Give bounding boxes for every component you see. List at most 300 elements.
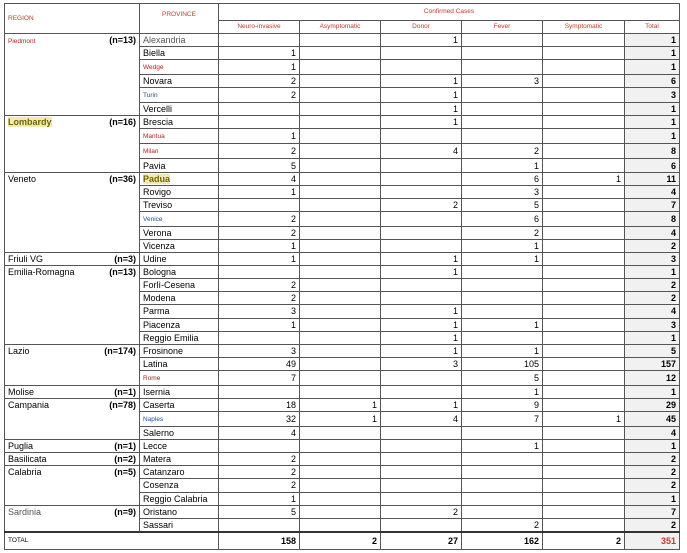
- region-label: Emilia-Romagna: [8, 267, 75, 278]
- cell-total: 4: [625, 305, 680, 318]
- cell-symptomatic: [543, 479, 625, 492]
- table-row: [5, 266, 680, 279]
- region-label: Friuli VG: [8, 254, 44, 265]
- province-label: Oristano: [143, 506, 178, 517]
- region-count: (n=2): [96, 453, 140, 466]
- cell-fever: 3: [462, 185, 543, 198]
- cell-asymptomatic: [300, 103, 381, 116]
- cell-donor: [381, 427, 462, 440]
- cell-neuro-invasive: 4: [219, 172, 300, 185]
- cell-fever: 5: [462, 198, 543, 211]
- cell-donor: [381, 279, 462, 292]
- cell-neuro-invasive: 5: [219, 159, 300, 172]
- cell-neuro-invasive: 2: [219, 466, 300, 479]
- cell-asymptomatic: [300, 239, 381, 252]
- cell-total: 12: [625, 370, 680, 385]
- province-name: [140, 412, 219, 427]
- cell-donor: 1: [381, 34, 462, 47]
- cell-total: 2: [625, 518, 680, 532]
- cell-fever: [462, 305, 543, 318]
- province-label: Treviso: [143, 199, 173, 210]
- region-count: (n=78): [96, 398, 140, 439]
- region-label: Puglia: [8, 441, 34, 452]
- region-count: (n=36): [96, 172, 140, 252]
- cell-donor: [381, 466, 462, 479]
- region-count: (n=1): [96, 440, 140, 453]
- cell-neuro-invasive: 7: [219, 370, 300, 385]
- province-name: [140, 144, 219, 159]
- cell-fever: 9: [462, 398, 543, 411]
- province-label: Rovigo: [143, 186, 172, 197]
- cell-asymptomatic: [300, 226, 381, 239]
- column-header-neuro-invasive: Neuro-invasive: [219, 21, 300, 34]
- total-row: [5, 532, 680, 550]
- cell-fever: 5: [462, 370, 543, 385]
- cell-neuro-invasive: 2: [219, 279, 300, 292]
- province-name: [140, 292, 219, 305]
- cell-symptomatic: [543, 398, 625, 411]
- province-name: [140, 492, 219, 505]
- cell-neuro-invasive: [219, 198, 300, 211]
- cell-total: 2: [625, 239, 680, 252]
- cell-symptomatic: [543, 198, 625, 211]
- province-label: Alexandria: [143, 35, 186, 46]
- cell-asymptomatic: [300, 198, 381, 211]
- cell-neuro-invasive: 2: [219, 292, 300, 305]
- province-label: Latina: [143, 358, 168, 369]
- cell-donor: 4: [381, 144, 462, 159]
- cell-asymptomatic: [300, 466, 381, 479]
- province-label: Forlì-Cesena: [143, 280, 196, 291]
- cell-donor: [381, 226, 462, 239]
- province-name: [140, 266, 219, 279]
- province-name: [140, 357, 219, 370]
- cell-symptomatic: [543, 34, 625, 47]
- cell-fever: [462, 466, 543, 479]
- cell-symptomatic: [543, 226, 625, 239]
- region-name: [5, 344, 96, 385]
- cell-donor: 1: [381, 398, 462, 411]
- cell-asymptomatic: [300, 60, 381, 75]
- cell-asymptomatic: [300, 385, 381, 398]
- province-label: Isernia: [143, 386, 171, 397]
- column-header-total: Total: [625, 21, 680, 34]
- cell-asymptomatic: [300, 318, 381, 331]
- cell-neuro-invasive: [219, 331, 300, 344]
- cell-symptomatic: [543, 305, 625, 318]
- cell-neuro-invasive: 2: [219, 144, 300, 159]
- region-count: (n=174): [96, 344, 140, 385]
- cell-neuro-invasive: [219, 385, 300, 398]
- cell-total: 11: [625, 172, 680, 185]
- province-label: Reggio Calabria: [143, 493, 208, 504]
- cell-symptomatic: [543, 185, 625, 198]
- cell-neuro-invasive: 1: [219, 492, 300, 505]
- cell-total: 45: [625, 412, 680, 427]
- cell-fever: [462, 34, 543, 47]
- cell-asymptomatic: [300, 129, 381, 144]
- cell-symptomatic: [543, 279, 625, 292]
- cell-asymptomatic: [300, 492, 381, 505]
- cell-neuro-invasive: 1: [219, 129, 300, 144]
- cell-total: 1: [625, 385, 680, 398]
- total-neuro-invasive: 158: [219, 532, 300, 550]
- region-header: REGION: [5, 4, 140, 34]
- cell-asymptomatic: [300, 172, 381, 185]
- cell-asymptomatic: [300, 518, 381, 532]
- province-label: Piacenza: [143, 319, 181, 330]
- cell-donor: [381, 492, 462, 505]
- cell-asymptomatic: [300, 305, 381, 318]
- cell-fever: 6: [462, 172, 543, 185]
- cell-fever: 2: [462, 144, 543, 159]
- cell-fever: 105: [462, 357, 543, 370]
- table-row: [5, 385, 680, 398]
- total-total: 351: [625, 532, 680, 550]
- province-name: [140, 427, 219, 440]
- province-label: Vicenza: [143, 240, 175, 251]
- cell-neuro-invasive: 2: [219, 453, 300, 466]
- province-label: Matera: [143, 454, 172, 465]
- cell-total: 1: [625, 331, 680, 344]
- cell-neuro-invasive: [219, 518, 300, 532]
- cell-total: 8: [625, 211, 680, 226]
- cell-symptomatic: [543, 370, 625, 385]
- region-count: (n=5): [96, 466, 140, 505]
- cell-neuro-invasive: [219, 266, 300, 279]
- region-count: (n=13): [96, 34, 140, 116]
- province-name: [140, 440, 219, 453]
- cell-total: 3: [625, 318, 680, 331]
- cell-symptomatic: [543, 88, 625, 103]
- cell-asymptomatic: [300, 185, 381, 198]
- cell-donor: 1: [381, 344, 462, 357]
- cell-total: 1: [625, 440, 680, 453]
- cell-fever: 1: [462, 253, 543, 266]
- province-header: PROVINCE: [140, 4, 219, 34]
- cell-fever: 1: [462, 159, 543, 172]
- cell-fever: [462, 479, 543, 492]
- cell-symptomatic: [543, 318, 625, 331]
- cell-fever: 1: [462, 318, 543, 331]
- table-row: [5, 440, 680, 453]
- province-name: [140, 47, 219, 60]
- cell-symptomatic: [543, 266, 625, 279]
- region-label: Veneto: [8, 173, 37, 184]
- region-name: [5, 172, 96, 252]
- cell-symptomatic: [543, 144, 625, 159]
- total-symptomatic: 2: [543, 532, 625, 550]
- region-name: [5, 453, 96, 466]
- cell-neuro-invasive: 2: [219, 211, 300, 226]
- province-label: Salerno: [143, 428, 175, 439]
- cell-donor: [381, 60, 462, 75]
- province-name: [140, 344, 219, 357]
- total-asymptomatic: 2: [300, 532, 381, 550]
- region-count: (n=9): [96, 505, 140, 532]
- cell-donor: [381, 211, 462, 226]
- province-name: [140, 318, 219, 331]
- province-label: Cosenza: [143, 480, 179, 491]
- province-name: [140, 453, 219, 466]
- cell-fever: [462, 47, 543, 60]
- cell-donor: [381, 453, 462, 466]
- cell-neuro-invasive: 3: [219, 344, 300, 357]
- cell-fever: [462, 60, 543, 75]
- cell-fever: [462, 266, 543, 279]
- province-label: Pavia: [143, 160, 166, 171]
- cell-fever: [462, 129, 543, 144]
- cell-symptomatic: [543, 518, 625, 532]
- cell-neuro-invasive: 2: [219, 75, 300, 88]
- cell-donor: 1: [381, 266, 462, 279]
- cell-total: 5: [625, 344, 680, 357]
- cell-neuro-invasive: [219, 440, 300, 453]
- cell-asymptomatic: [300, 144, 381, 159]
- province-name: [140, 305, 219, 318]
- cell-asymptomatic: 1: [300, 412, 381, 427]
- cell-symptomatic: [543, 103, 625, 116]
- cell-symptomatic: 1: [543, 412, 625, 427]
- cell-symptomatic: [543, 75, 625, 88]
- cell-total: 1: [625, 129, 680, 144]
- cell-symptomatic: [543, 159, 625, 172]
- cell-fever: 7: [462, 412, 543, 427]
- confirmed-cases-header: Confirmed Cases: [219, 4, 680, 21]
- cell-fever: 1: [462, 385, 543, 398]
- cell-total: 1: [625, 34, 680, 47]
- region-label: Molise: [8, 386, 35, 397]
- province-name: [140, 75, 219, 88]
- cell-asymptomatic: [300, 34, 381, 47]
- cell-total: 2: [625, 453, 680, 466]
- cell-asymptomatic: [300, 427, 381, 440]
- cell-donor: [381, 440, 462, 453]
- cell-neuro-invasive: 1: [219, 185, 300, 198]
- region-name: [5, 385, 96, 398]
- province-label: Catanzaro: [143, 467, 185, 478]
- province-name: [140, 159, 219, 172]
- cell-total: 2: [625, 292, 680, 305]
- cell-symptomatic: [543, 292, 625, 305]
- cell-symptomatic: [543, 239, 625, 252]
- cell-symptomatic: 1: [543, 172, 625, 185]
- province-name: [140, 116, 219, 129]
- cell-donor: [381, 292, 462, 305]
- region-count: (n=13): [96, 266, 140, 345]
- region-name: [5, 116, 96, 172]
- cell-fever: [462, 279, 543, 292]
- cell-asymptomatic: [300, 88, 381, 103]
- cell-total: 4: [625, 226, 680, 239]
- cell-fever: 1: [462, 239, 543, 252]
- cell-total: 4: [625, 185, 680, 198]
- cell-symptomatic: [543, 253, 625, 266]
- cell-neuro-invasive: 4: [219, 427, 300, 440]
- cell-total: 1: [625, 116, 680, 129]
- cell-total: 6: [625, 159, 680, 172]
- cell-neuro-invasive: 49: [219, 357, 300, 370]
- province-label: Rome: [143, 374, 161, 382]
- province-name: [140, 466, 219, 479]
- cell-total: 6: [625, 75, 680, 88]
- region-label: Campania: [8, 399, 50, 410]
- province-label: Turin: [143, 92, 158, 100]
- region-name: [5, 466, 96, 505]
- province-label: Lecce: [143, 441, 168, 452]
- region-label: Calabria: [8, 467, 42, 478]
- cell-fever: 2: [462, 518, 543, 532]
- region-label: Lombardy: [8, 117, 52, 128]
- province-name: [140, 60, 219, 75]
- cell-fever: 6: [462, 211, 543, 226]
- cell-donor: [381, 370, 462, 385]
- cell-donor: 1: [381, 116, 462, 129]
- cell-total: 157: [625, 357, 680, 370]
- province-name: [140, 370, 219, 385]
- province-name: [140, 198, 219, 211]
- cell-symptomatic: [543, 116, 625, 129]
- cell-total: 1: [625, 492, 680, 505]
- cell-total: 8: [625, 144, 680, 159]
- province-name: [140, 398, 219, 411]
- cell-symptomatic: [543, 331, 625, 344]
- cell-neuro-invasive: 2: [219, 88, 300, 103]
- cell-donor: 2: [381, 505, 462, 518]
- province-name: [140, 279, 219, 292]
- cases-table: [4, 3, 680, 550]
- province-name: [140, 331, 219, 344]
- cell-total: 2: [625, 479, 680, 492]
- cell-neuro-invasive: [219, 116, 300, 129]
- cell-neuro-invasive: 2: [219, 479, 300, 492]
- province-name: [140, 172, 219, 185]
- cell-asymptomatic: [300, 253, 381, 266]
- cell-asymptomatic: [300, 505, 381, 518]
- province-name: [140, 34, 219, 47]
- province-label: Bologna: [143, 267, 177, 278]
- cell-asymptomatic: [300, 116, 381, 129]
- province-label: Milan: [143, 148, 159, 156]
- cell-symptomatic: [543, 47, 625, 60]
- cell-neuro-invasive: 32: [219, 412, 300, 427]
- province-name: [140, 518, 219, 532]
- cell-donor: [381, 159, 462, 172]
- province-label: Padua: [143, 173, 171, 184]
- cell-fever: [462, 453, 543, 466]
- province-name: [140, 505, 219, 518]
- cell-total: 3: [625, 88, 680, 103]
- cell-total: 7: [625, 198, 680, 211]
- cell-donor: 1: [381, 253, 462, 266]
- cell-donor: [381, 479, 462, 492]
- total-donor: 27: [381, 532, 462, 550]
- region-name: [5, 505, 96, 532]
- cell-total: 1: [625, 47, 680, 60]
- cell-total: 1: [625, 103, 680, 116]
- cell-asymptomatic: [300, 47, 381, 60]
- cell-symptomatic: [543, 344, 625, 357]
- table-row: [5, 172, 680, 185]
- cell-neuro-invasive: 3: [219, 305, 300, 318]
- cell-donor: 1: [381, 305, 462, 318]
- table-row: [5, 466, 680, 479]
- table-row: [5, 505, 680, 518]
- table-row: [5, 453, 680, 466]
- cell-symptomatic: [543, 466, 625, 479]
- province-label: Vercelli: [143, 104, 173, 115]
- region-count: (n=16): [96, 116, 140, 172]
- cell-donor: [381, 47, 462, 60]
- cell-asymptomatic: [300, 370, 381, 385]
- cell-symptomatic: [543, 427, 625, 440]
- cell-fever: 1: [462, 440, 543, 453]
- table-row: [5, 34, 680, 47]
- cell-total: 4: [625, 427, 680, 440]
- province-label: Mantua: [143, 133, 165, 141]
- column-header-donor: Donor: [381, 21, 462, 34]
- cell-symptomatic: [543, 505, 625, 518]
- region-count: (n=1): [96, 385, 140, 398]
- region-name: [5, 440, 96, 453]
- cell-neuro-invasive: [219, 103, 300, 116]
- province-label: Parma: [143, 306, 170, 317]
- cell-neuro-invasive: 5: [219, 505, 300, 518]
- province-name: [140, 253, 219, 266]
- region-name: [5, 398, 96, 439]
- cell-symptomatic: [543, 357, 625, 370]
- province-label: Biella: [143, 48, 166, 59]
- cell-symptomatic: [543, 440, 625, 453]
- cell-asymptomatic: [300, 331, 381, 344]
- cell-asymptomatic: [300, 357, 381, 370]
- region-name: [5, 34, 96, 116]
- province-name: [140, 385, 219, 398]
- cell-asymptomatic: [300, 453, 381, 466]
- cell-donor: 1: [381, 331, 462, 344]
- cell-donor: [381, 385, 462, 398]
- total-label: TOTAL: [5, 532, 219, 550]
- cell-donor: [381, 185, 462, 198]
- table-row: [5, 116, 680, 129]
- cell-asymptomatic: [300, 266, 381, 279]
- table-row: [5, 344, 680, 357]
- cell-fever: 2: [462, 226, 543, 239]
- cell-neuro-invasive: 18: [219, 398, 300, 411]
- region-label: Sardinia: [8, 506, 42, 517]
- region-label: Lazio: [8, 345, 30, 356]
- cell-fever: [462, 292, 543, 305]
- cell-fever: [462, 331, 543, 344]
- region-label: Piedmont: [8, 38, 36, 45]
- province-label: Sassari: [143, 519, 174, 530]
- province-label: Udine: [143, 254, 167, 265]
- province-label: Verona: [143, 227, 172, 238]
- cell-fever: [462, 88, 543, 103]
- cell-asymptomatic: [300, 292, 381, 305]
- cell-neuro-invasive: 1: [219, 253, 300, 266]
- cell-symptomatic: [543, 492, 625, 505]
- cell-fever: [462, 492, 543, 505]
- cell-donor: [381, 518, 462, 532]
- cell-symptomatic: [543, 129, 625, 144]
- cell-neuro-invasive: 1: [219, 318, 300, 331]
- cell-asymptomatic: [300, 159, 381, 172]
- province-label: Modena: [143, 293, 176, 304]
- cell-fever: 3: [462, 75, 543, 88]
- province-name: [140, 226, 219, 239]
- province-label: Wedge: [143, 64, 164, 72]
